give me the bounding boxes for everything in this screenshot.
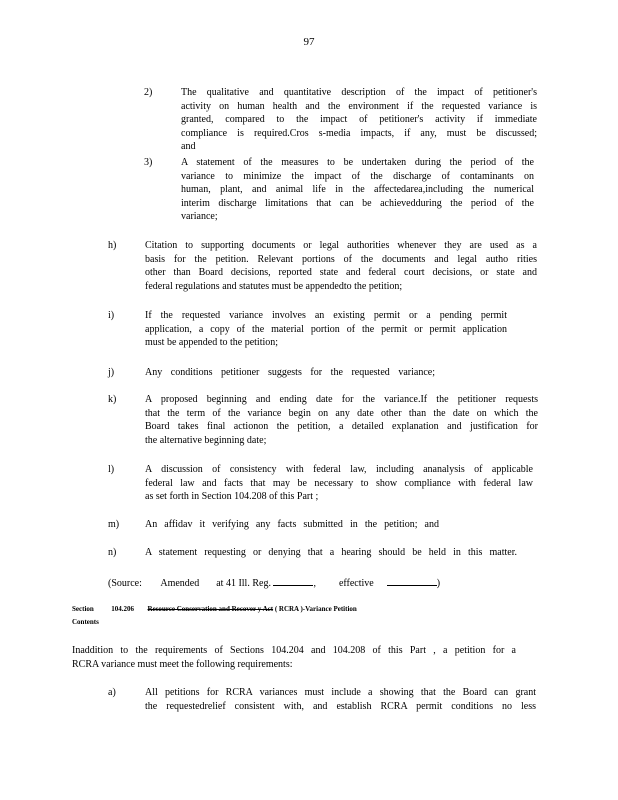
item-text bbox=[145, 686, 536, 713]
text-line: basis for the petition. Relevant portions of the documents and legal autho rities bbox=[145, 253, 537, 265]
source-close: ) bbox=[436, 578, 441, 589]
source-amended: Amended bbox=[160, 578, 200, 589]
text-line: A statement requesting or denying that a hearing should be held in this matter. bbox=[145, 547, 517, 558]
text-line: Board takes final actionon the petition, a detailed explanation and justification for bbox=[145, 421, 538, 433]
text-line: and bbox=[181, 141, 196, 153]
source-open: (Source: bbox=[108, 578, 142, 589]
text-line: Any conditions petitioner suggests for the requested variance; bbox=[145, 367, 435, 378]
effective-date-blank bbox=[387, 575, 437, 586]
item-label: i) bbox=[108, 310, 115, 321]
sub-item-label: 2) bbox=[144, 87, 153, 98]
text-line: as set forth in Section 104.208 of this Part ; bbox=[145, 491, 319, 503]
source-effective: effective bbox=[338, 578, 374, 589]
text-line: A discussion of consistency with federal law, including ananalysis of applicable bbox=[145, 464, 533, 475]
text-line: activity on human health and the environment if the requested variance is bbox=[181, 100, 537, 112]
text-line: Citation to supporting documents or legal authorities whenever they are used as a bbox=[145, 240, 537, 251]
source-note bbox=[108, 575, 440, 589]
item-text bbox=[145, 546, 517, 560]
text-line: human, plant, and animal life in the affectedarea,including the numerical bbox=[181, 184, 534, 196]
text-line: compliance is required.Cros s-media impacts, if any, must be discussed; bbox=[181, 127, 537, 139]
text-line: federal regulations and statutes must be appendedto the petition; bbox=[145, 280, 403, 292]
text-line: granted, compared to the impact of petitioner's activity if immediate bbox=[181, 114, 537, 126]
item-label: h) bbox=[108, 240, 117, 251]
text-line: variance; bbox=[181, 211, 218, 223]
item-text bbox=[145, 309, 507, 350]
item-label: a) bbox=[108, 687, 116, 698]
sub-item-label: 3) bbox=[144, 157, 153, 168]
text-line: the requestedrelief consistent with, and establish RCRA permit conditions no less bbox=[145, 700, 536, 712]
item-label: j) bbox=[108, 367, 115, 378]
item-text bbox=[145, 393, 538, 447]
register-blank bbox=[273, 575, 313, 586]
section-label: Section bbox=[72, 605, 94, 613]
section-number: 104.206 bbox=[111, 605, 135, 613]
text-line: federal law and facts that may be necessary to show compliance with federal law bbox=[145, 477, 533, 489]
page-number: 97 bbox=[303, 36, 315, 48]
sub-item-text bbox=[181, 86, 537, 154]
text-line: other than Board decisions, reported state and federal court decisions, or state and bbox=[145, 267, 537, 279]
item-label: n) bbox=[108, 547, 117, 558]
text-line: An affidav it verifying any facts submitted in the petition; and bbox=[145, 519, 439, 530]
item-label: m) bbox=[108, 519, 120, 530]
text-line: interim discharge limitations that can be achievedduring the period of the bbox=[181, 197, 534, 209]
item-label: k) bbox=[108, 394, 117, 405]
text-line: Inaddition to the requirements of Sections 104.204 and 104.208 of this Part , a petition for a bbox=[72, 645, 516, 656]
source-register: at 41 Ill. Reg. bbox=[216, 578, 271, 589]
text-line: All petitions for RCRA variances must include a showing that the Board can grant bbox=[145, 687, 536, 698]
deleted-heading-text: Resource Conservation and Recover y Act bbox=[147, 605, 274, 613]
section-title-continued: Contents bbox=[72, 618, 99, 626]
text-line: that the term of the variance begin on any date other than the date on which the bbox=[145, 407, 538, 419]
text-line: A proposed beginning and ending date for the variance.If the petitioner requests bbox=[145, 394, 538, 405]
sub-item-text bbox=[181, 156, 534, 224]
item-text bbox=[145, 463, 533, 504]
section-heading bbox=[72, 603, 496, 629]
item-text bbox=[145, 518, 439, 532]
intro-paragraph bbox=[72, 644, 516, 672]
item-text bbox=[145, 239, 537, 293]
text-line: RCRA variance must meet the following requirements: bbox=[72, 659, 293, 670]
text-line: must be appended to the petition; bbox=[145, 337, 279, 349]
text-line: The qualitative and quantitative description of the impact of petitioner's bbox=[181, 87, 537, 98]
item-text bbox=[145, 366, 435, 380]
text-line: If the requested variance involves an existing permit or a pending permit bbox=[145, 310, 507, 321]
source-comma: , bbox=[313, 578, 316, 589]
text-line: application, a copy of the material portion of the permit or permit application bbox=[145, 323, 507, 335]
item-label: l) bbox=[108, 464, 115, 475]
text-line: A statement of the measures to be undertaken during the period of the bbox=[181, 157, 534, 168]
text-line: the alternative beginning date; bbox=[145, 434, 267, 446]
section-title: ( RCRA )-Variance Petition bbox=[274, 605, 357, 613]
text-line: variance to minimize the impact of the discharge of contaminants on bbox=[181, 170, 534, 182]
